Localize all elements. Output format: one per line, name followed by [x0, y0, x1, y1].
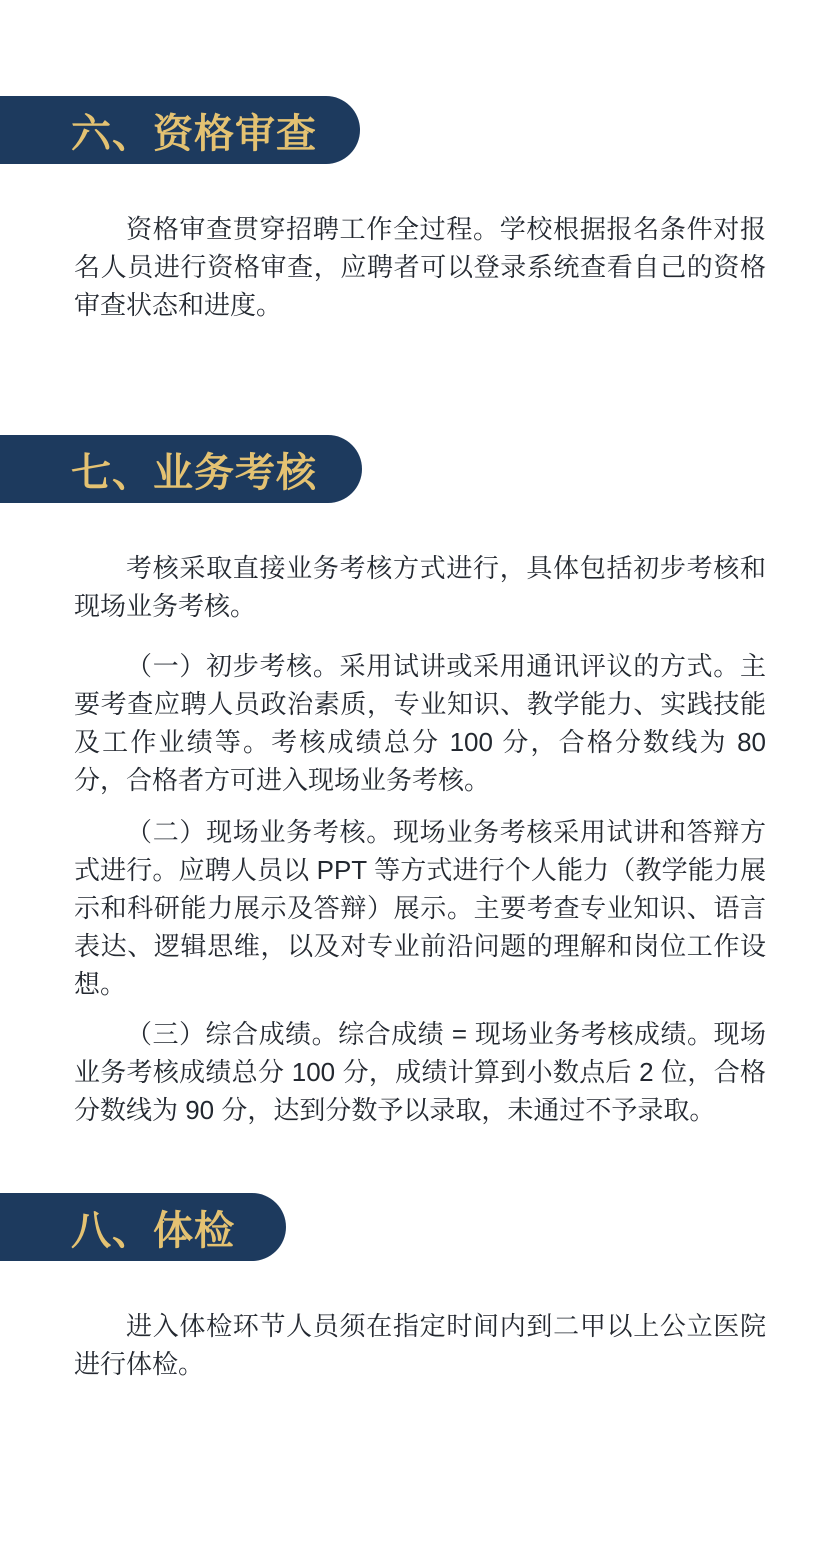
document-page: [0, 96, 828, 1568]
assessment-intro-paragraph: 考核采取直接业务考核方式进行，具体包括初步考核和现场业务考核。: [74, 553, 766, 621]
assessment-onsite-paragraph: （二）现场业务考核。现场业务考核采用试讲和答辩方式进行。应聘人员以 PPT 等方式进行个人能力（教学能力展示和科研能力展示及答辩）展示。主要考查专业知识、语言表达、逻辑思维，以及对专业前沿问题的理解和岗位工作设想。: [74, 817, 766, 999]
section-physical-exam: [0, 1193, 828, 1383]
section-qualification-review: [0, 96, 828, 324]
section-qualification-review-heading: 六、资格审查: [71, 109, 317, 157]
physical-exam-paragraph: 进入体检环节人员须在指定时间内到二甲以上公立医院进行体检。: [74, 1311, 766, 1379]
section-business-assessment-banner: [0, 435, 362, 503]
section-qualification-review-banner: [0, 96, 360, 164]
qualification-review-paragraph: 资格审查贯穿招聘工作全过程。学校根据报名条件对报名人员进行资格审查，应聘者可以登录系统查看自己的资格审查状态和进度。: [74, 214, 766, 320]
assessment-composite-score-paragraph: （三）综合成绩。综合成绩 = 现场业务考核成绩。现场业务考核成绩总分 100 分，成绩计算到小数点后 2 位，合格分数线为 90 分，达到分数予以录取，未通过不予录取。: [74, 1019, 766, 1125]
section-physical-exam-heading: 八、体检: [71, 1206, 235, 1254]
section-business-assessment-heading: 七、业务考核: [71, 448, 317, 496]
assessment-preliminary-paragraph: （一）初步考核。采用试讲或采用通讯评议的方式。主要考查应聘人员政治素质，专业知识、教学能力、实践技能及工作业绩等。考核成绩总分 100 分，合格分数线为 80 分，合格者方可进入现场业务考核。: [74, 651, 766, 795]
section-physical-exam-banner: [0, 1193, 286, 1261]
section-business-assessment: [0, 435, 828, 1129]
